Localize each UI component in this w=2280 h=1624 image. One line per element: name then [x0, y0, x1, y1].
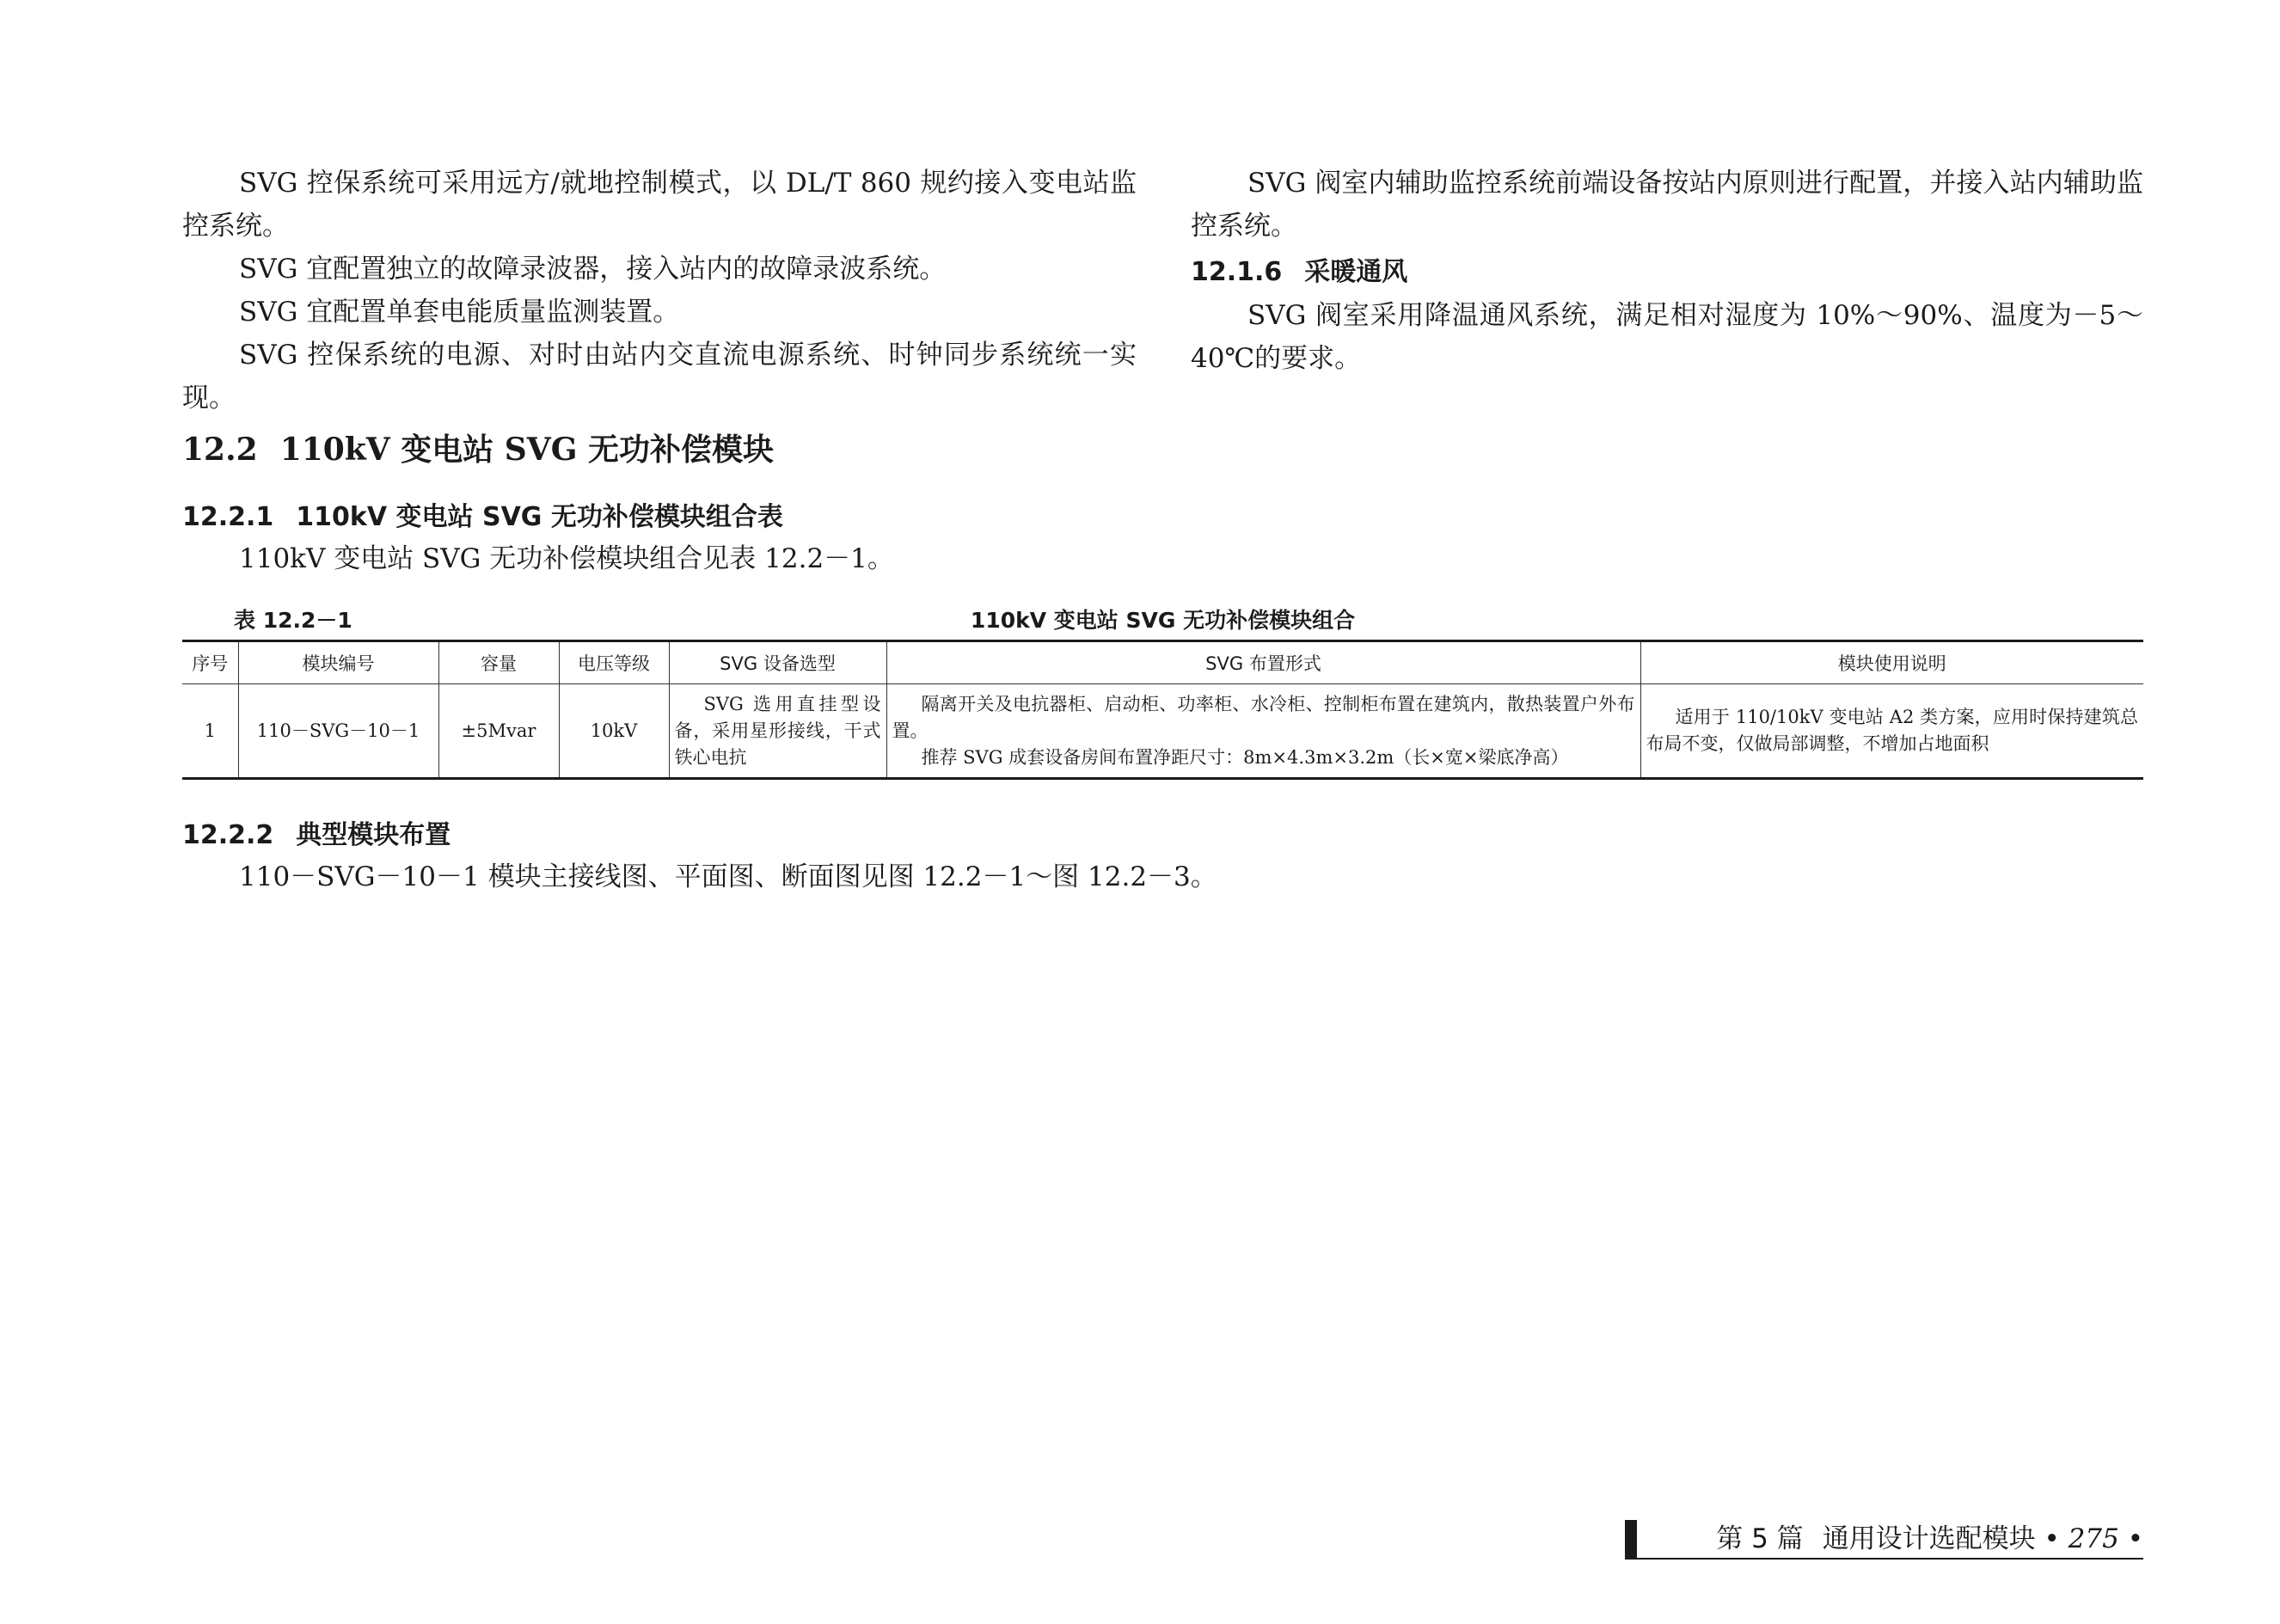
heading-number: 12.2.2: [182, 820, 274, 850]
cell-voltage: 10kV: [559, 684, 669, 779]
column-header: 模块编号: [238, 641, 438, 684]
heading-title: 110kV 变电站 SVG 无功补偿模块: [279, 432, 774, 468]
column-header: SVG 设备选型: [669, 641, 886, 684]
column-header: 容量: [438, 641, 559, 684]
paragraph: SVG 宜配置独立的故障录波器，接入站内的故障录波系统。: [239, 254, 947, 285]
table-caption: [182, 600, 2143, 634]
column-header: 模块使用说明: [1640, 641, 2143, 684]
table-number: 表 12.2－1: [234, 608, 352, 633]
section-heading-12-2: [182, 426, 774, 469]
heading-title: 采暖通风: [1304, 257, 1408, 287]
cell-text: 适用于 110/10kV 变电站 A2 类方案，应用时保持建筑总布局不变，仅做局部调整，不增加占地面积: [1646, 707, 2138, 754]
footer-part: 第 5 篇: [1716, 1523, 1804, 1554]
column-header: 电压等级: [559, 641, 669, 684]
table-title: 110kV 变电站 SVG 无功补偿模块组合: [970, 608, 1356, 633]
cell-index: 1: [182, 684, 238, 779]
subsection-heading-12-2-1: [182, 499, 783, 536]
column-header: SVG 布置形式: [886, 641, 1640, 684]
paragraph: SVG 阀室采用降温通风系统，满足相对湿度为 10%～90%、温度为－5～40℃的要求。: [1191, 300, 2143, 374]
heading-title: 典型模块布置: [296, 820, 451, 850]
page-footer: [1625, 1511, 2143, 1563]
table-row: [182, 684, 2143, 779]
subsection-heading-12-2-2: [182, 817, 450, 855]
cell-equipment: [669, 684, 886, 779]
subsection-heading-12-1-6: [1191, 251, 2143, 294]
heading-number: 12.2.1: [182, 502, 274, 532]
left-column: [182, 162, 1137, 420]
cell-text: SVG 选用直挂型设备，采用星形接线，干式铁心电抗: [674, 693, 881, 768]
module-combination-table: [182, 640, 2143, 780]
heading-number: 12.1.6: [1191, 257, 1283, 287]
paragraph: SVG 控保系统可采用远方/就地控制模式，以 DL/T 860 规约接入变电站监控系统。: [182, 168, 1137, 242]
cell-usage: [1640, 684, 2143, 779]
footer-title: 通用设计选配模块: [1822, 1523, 2036, 1554]
paragraph: 110－SVG－10－1 模块主接线图、平面图、断面图见图 12.2－1～图 12.2－3。: [239, 861, 1217, 892]
cell-layout: [886, 684, 1640, 779]
cell-text: 推荐 SVG 成套设备房间布置净距尺寸：8m×4.3m×3.2m（长×宽×梁底净高）: [921, 746, 1569, 768]
cell-capacity: ±5Mvar: [438, 684, 559, 779]
cell-text: 隔离开关及电抗器柜、启动柜、功率柜、水冷柜、控制柜布置在建筑内，散热装置户外布置。: [892, 693, 1635, 741]
footer-text: [1716, 1517, 2143, 1555]
paragraph: 110kV 变电站 SVG 无功补偿模块组合见表 12.2－1。: [239, 543, 894, 574]
table-header-row: [182, 641, 2143, 684]
paragraph: SVG 宜配置单套电能质量监测装置。: [239, 297, 680, 328]
footer-rule: [1637, 1558, 2143, 1560]
cell-module-id: 110－SVG－10－1: [238, 684, 438, 779]
paragraph: SVG 阀室内辅助监控系统前端设备按站内原则进行配置，并接入站内辅助监控系统。: [1191, 168, 2143, 242]
page-number: • 275 •: [2044, 1523, 2143, 1554]
right-column: [1191, 162, 2143, 380]
column-header: 序号: [182, 641, 238, 684]
footer-bar: [1625, 1520, 1637, 1560]
paragraph: SVG 控保系统的电源、对时由站内交直流电源系统、时钟同步系统统一实现。: [182, 340, 1137, 414]
heading-title: 110kV 变电站 SVG 无功补偿模块组合表: [296, 502, 783, 532]
heading-number: 12.2: [182, 432, 258, 468]
